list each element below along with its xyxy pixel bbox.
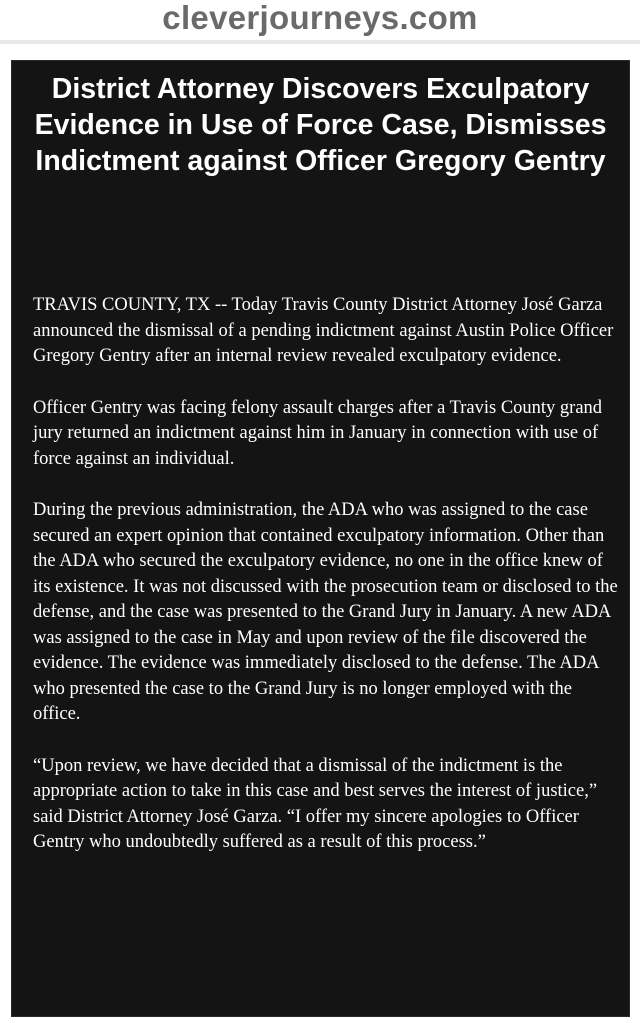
header-divider <box>0 40 640 44</box>
article-body <box>33 293 623 882</box>
article-paragraph: Officer Gentry was facing felony assault charges after a Travis County grand jury returned an indictment against him in January in connection with use of force against an individual. <box>33 397 603 469</box>
article-paragraph: TRAVIS COUNTY, TX -- Today Travis County District Attorney José Garza announced the dismissal of a pending indictment against Austin Police Officer Gregory Gentry after an internal review revealed exculpatory evidence. <box>33 295 614 366</box>
article-paragraph: During the previous administration, the ADA who was assigned to the case secured an expert opinion that contained exculpatory information. Other than the ADA who secured the exculpatory evidence, no one in the office knew of its existence. It was not discussed with the prosecution team or disclosed to the defense, and the case was presented to the Grand Jury in January. A new ADA was assigned to the case in May and upon review of the file discovered the evidence. The evidence was immediately disclosed to the defense. The ADA who presented the case to the Grand Jury is no longer employed with the office. <box>33 500 618 724</box>
article-headline: District Attorney Discovers Exculpatory Evidence in Use of Force Case, Dismisses Indictment against Officer Gregory Gentry <box>34 73 607 177</box>
site-watermark: cleverjourneys.com <box>162 0 478 36</box>
press-release-panel <box>11 60 630 1017</box>
article-paragraph: “Upon review, we have decided that a dismissal of the indictment is the appropriate action to take in this case and best serves the interest of justice,” said District Attorney José Garza. “I offer my sincere apologies to Officer Gentry who undoubtedly suffered as a result of this process.” <box>33 755 598 852</box>
